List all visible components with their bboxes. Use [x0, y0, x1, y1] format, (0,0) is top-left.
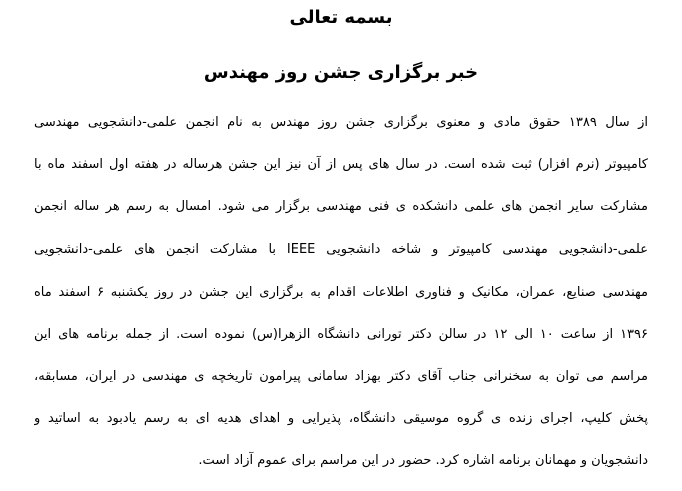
basmala-heading: بسمه تعالی: [289, 7, 393, 28]
body-line: مشارکت سایر انجمن های علمی دانشکده ی فنی مهندسی برگزار می شود. امسال به رسم هر ساله انجمن: [34, 199, 648, 214]
body-line: مهندسی صنایع، عمران، مکانیک و فناوری اطلاعات اقدام به برگزاری این جشن در روز یکشنبه ۶ اسفند ماه: [34, 285, 648, 300]
body-line: از سال ۱۳۸۹ حقوق مادی و معنوی برگزاری جشن روز مهندس به نام انجمن علمی-دانشجویی مهندسی: [34, 115, 648, 130]
document-title: خبر برگزاری جشن روز مهندس: [203, 62, 479, 83]
body-line: کامپیوتر (نرم افزار) ثبت شده است. در سال های پس از آن نیز این جشن هرساله در هفته اول اسفند ماه با: [34, 157, 648, 172]
body-line: دانشجویان و مهمانان برنامه اشاره کرد. حضور در این مراسم برای عموم آزاد است.: [198, 453, 648, 468]
body-line: مراسم می توان به سخنرانی جناب آقای دکتر بهزاد سامانی پیرامون تاریخچه ی مهندسی در ایران، مسابقه،: [34, 369, 648, 384]
body-line: پخش کلیپ، اجرای زنده ی گروه موسیقی دانشگاه، پذیرایی و اهدای هدیه ای به رسم یادبود به اساتید و: [34, 411, 648, 426]
body-line: ۱۳۹۶ از ساعت ۱۰ الی ۱۲ در سالن دکتر تورانی دانشگاه الزهرا(س) نموده است. از جمله برنامه های این: [34, 327, 648, 342]
body-line: علمی-دانشجویی مهندسی کامپیوتر و شاخه دانشجویی IEEE با مشارکت انجمن های علمی-دانشجویی: [34, 242, 648, 257]
